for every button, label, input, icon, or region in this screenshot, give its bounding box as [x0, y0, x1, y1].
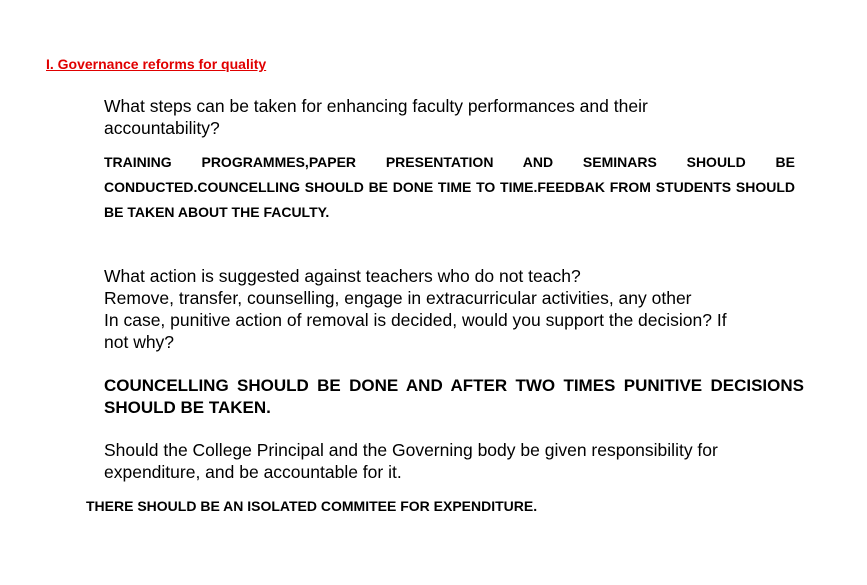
- answer-non-teaching-teachers: COUNCELLING SHOULD BE DONE AND AFTER TWO TIMES PUNITIVE DECISIONS SHOULD BE TAKEN.: [104, 376, 804, 417]
- question-line: In case, punitive action of removal is decided, would you support the decision? If: [104, 310, 727, 330]
- answer-expenditure: THERE SHOULD BE AN ISOLATED COMMITEE FOR EXPENDITURE.: [86, 498, 538, 514]
- question-line: expenditure, and be accountable for it.: [104, 462, 402, 482]
- question-expenditure: [104, 439, 764, 483]
- question-non-teaching-teachers: [104, 265, 764, 353]
- question-line: Should the College Principal and the Governing body be given responsibility for: [104, 440, 718, 460]
- answer-faculty-performance: TRAINING PROGRAMMES,PAPER PRESENTATION AND SEMINARS SHOULD BE CONDUCTED.COUNCELLING SHOULD BE DONE TIME TO TIME.FEEDBAK FROM STUDENTS SHOULD BE TAKEN ABOUT THE FACULTY.: [104, 154, 795, 220]
- section-heading: I. Governance reforms for quality: [46, 56, 267, 72]
- question-line: Remove, transfer, counselling, engage in extracurricular activities, any other: [104, 288, 692, 308]
- question-line: What steps can be taken for enhancing faculty performances and their: [104, 96, 648, 116]
- question-line: not why?: [104, 332, 175, 352]
- question-line: What action is suggested against teachers who do not teach?: [104, 266, 581, 286]
- question-line: accountability?: [104, 118, 220, 138]
- question-faculty-performance: [104, 95, 764, 139]
